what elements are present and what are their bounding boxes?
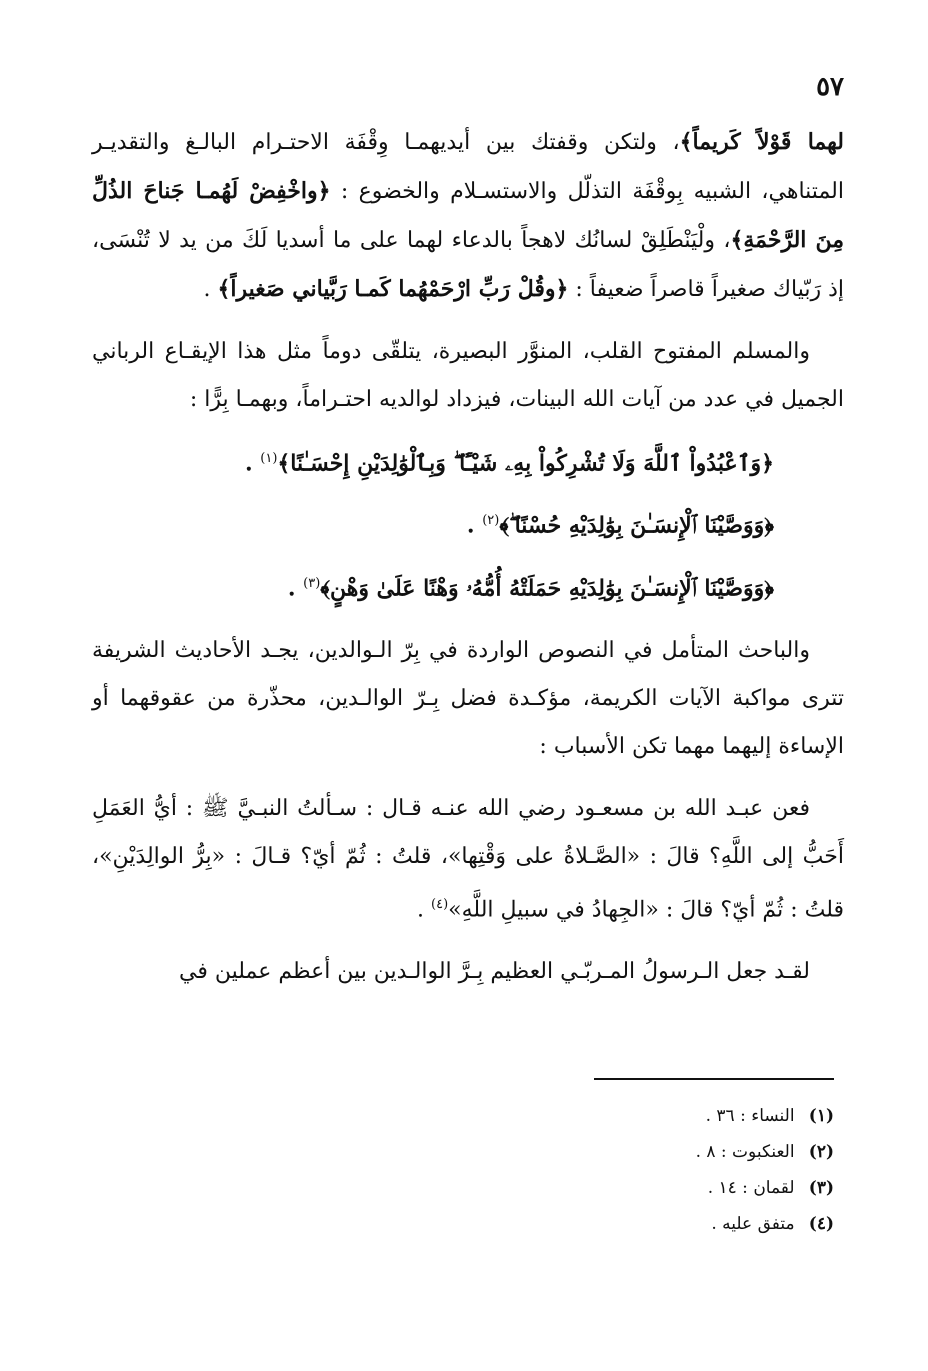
verse-tail: .: [287, 574, 304, 601]
verse-1: [92, 430, 774, 492]
verse-3: [92, 555, 774, 617]
verse-text: ﴿وَوَصَّيْنَا ٱلْإِنسَـٰنَ بِوَٰلِدَيْهِ حُسْنًا ۖ﴾: [499, 512, 774, 539]
footnote-1: [434, 1098, 834, 1134]
paragraph-text: .: [417, 897, 432, 923]
footnote-number: (١): [808, 1106, 834, 1126]
page-number: ٥٧: [816, 72, 844, 102]
footnotes-list: [434, 1098, 834, 1242]
footnote-4: [434, 1206, 834, 1242]
paragraph-hadith: [92, 785, 844, 934]
footnote-number: (٢): [808, 1142, 834, 1162]
quran-quote: لهما قَوْلاً كَريماً﴾: [679, 129, 844, 155]
verse-tail: .: [244, 450, 261, 477]
footnote-reference: (١): [260, 451, 278, 466]
verses-list: [92, 430, 844, 617]
footnote-divider: [594, 1078, 834, 1080]
footnote-text: لقمان : ١٤ .: [707, 1178, 795, 1198]
footnote-number: (٣): [808, 1178, 834, 1198]
footnote-3: [434, 1170, 834, 1206]
paragraph-text: ، ولْيَنْطَلِقْ لسانُك لاهجاً بالدعاء لهما على ما أسديا لَكَ من يد لا تُنْسَى، إذ رَبّياك صغيراً قاصراً ضعيفاً :: [92, 228, 844, 302]
footnote-reference: (٢): [482, 513, 500, 529]
verse-text: ﴿وَوَصَّيْنَا ٱلْإِنسَـٰنَ بِوَٰلِدَيْهِ حَمَلَتْهُ أُمُّهُۥ وَهْنًا عَلَىٰ وَهْنٍ﴾: [320, 574, 774, 601]
hadith-text: فعن عبـد الله بن مسعـود رضي الله عنـه قـال : سـألتُ النبـيَّ ﷺ : أيُّ العَمَلِ أَحَبُّ إلى اللَّهِ؟ قالَ : «الصَّـلاةُ على وَقْتِها»، قلتُ : ثُمّ أيّ؟ قـالَ : «بِرُّ الوالِدَيْنِ»، قلتُ : ثُمّ أيّ؟ قالَ : «الجِهادُ في سبيلِ اللَّهِ»: [92, 795, 844, 923]
paragraph-hadith-intro: والباحث المتأمل في النصوص الواردة في بِرّ الـوالدين، يجـد الأحاديث الشريفة تترى مواكبة الآيات الكريمة، مؤكـدة فضل بِـرّ الوالـدين، محذّرة من عقوقهما أو الإساءة إليهما مهما تكن الأسباب :: [92, 637, 844, 759]
quran-quote: ﴿وقُلْ رَبِّ ارْحَمْهُما كَمـا رَبَّياني صَغيراً﴾: [217, 276, 569, 302]
paragraph-parents-respect: [92, 118, 844, 314]
paragraph-conclusion: لقـد جعل الـرسولُ المـربّـي العظيم بِـرَّ الوالـدين بين أعظم عملين في: [179, 959, 810, 985]
paragraph-muslim-heart: والمسلم المفتوح القلب، المنوَّر البصيرة، يتلقّى دوماً مثل هذا الإيقـاع الرباني الجميل في عدد من آيات الله البينات، فيزداد لوالديه احتـراماً، وبهمـا بِرًّا :: [92, 339, 844, 412]
footnote-reference: (٣): [303, 575, 321, 591]
footnote-text: النساء : ٣٦ .: [705, 1106, 795, 1126]
footnote-text: متفق عليه .: [711, 1214, 795, 1234]
verse-tail: .: [466, 512, 483, 539]
verse-text: ﴿وَٱعْبُدُواْ ٱللَّهَ وَلَا تُشْرِكُواْ بِهِۦ شَيْـًٔا ۖ وَبِٱلْوَٰلِدَيْنِ إِحْسَـٰنًا﴾: [277, 450, 774, 477]
footnote-2: [434, 1134, 834, 1170]
footnote-reference: (٤): [431, 896, 449, 912]
paragraph-text: ، ولتكن وقفتك بين أيديهمـا وِقْفَة الاحتـرام البالـغ والتقديـر المتناهي، الشبيه بِوقْفَة التذلّل والاستسـلام والخضوع :: [92, 130, 844, 204]
footnote-text: العنكبوت : ٨ .: [695, 1142, 795, 1162]
verse-2: [92, 492, 774, 554]
paragraph-text: .: [203, 277, 218, 302]
quran-quote: ﴿واخْفِضْ لَهُمـا جَناحَ الذُلِّ مِنَ الرَّحْمَةِ﴾: [92, 178, 844, 253]
main-text: [92, 118, 844, 996]
footnote-number: (٤): [808, 1214, 834, 1234]
